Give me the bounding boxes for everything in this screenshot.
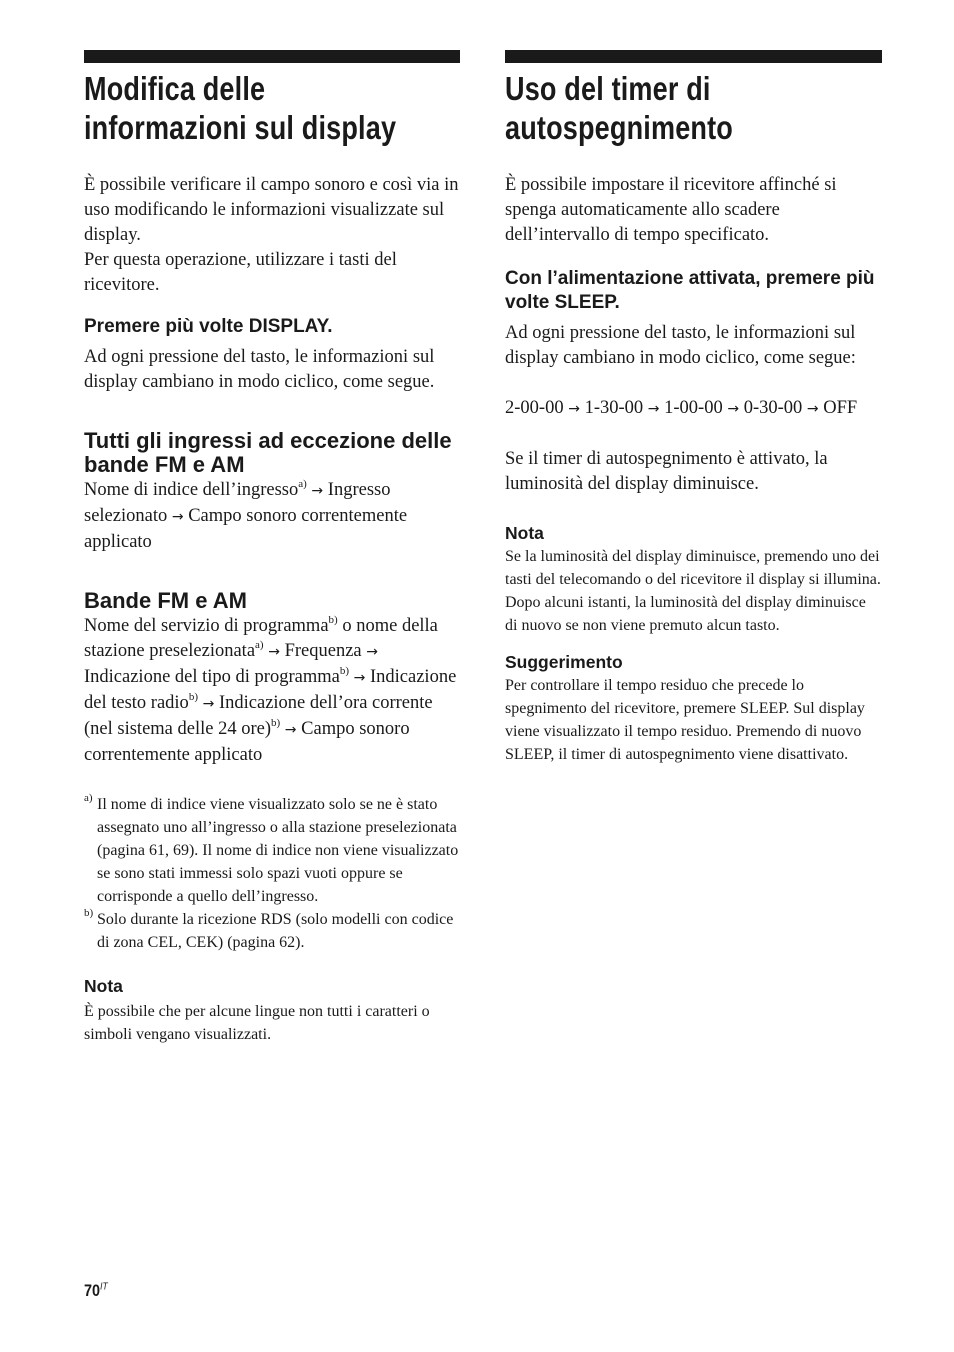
arrow-icon: → [366,644,378,660]
section-rule [84,50,460,63]
step-body: Ad ogni pressione del tasto, le informazioni sul display cambiano in modo ciclico, come segue. [84,347,435,392]
intro-paragraph: È possibile impostare il ricevitore affinché si spenga automaticamente allo scadere dell’intervallo di tempo specificato. [505,175,837,245]
footnote-b: b) Solo durante la ricezione RDS (solo modelli con codice di zona CEL, CEK) (pagina 62). [84,907,454,951]
note-label: Nota [505,523,544,543]
after-paragraph: Se il timer di autospegnimento è attivato, la luminosità del display diminuisce. [505,449,828,494]
page-title-left: Modifica delle informazioni sul display [84,70,397,146]
section-rule [505,50,882,63]
tip-label: Suggerimento [505,652,623,672]
footnote-a: a) Il nome di indice viene visualizzato solo se ne è stato assegnato uno all’ingresso o alla stazione preselezionata (pagina 61, 69). Il nome di indice non viene visualizzato se sono stati immessi solo spazi vuoti oppure se corrisponde a quello dell’ingresso. [84,792,459,905]
page-number: $70^{IT}$ [84,1281,108,1300]
step-heading: Premere più volte DISPLAY. [84,316,333,337]
sleep-sequence: 2-00-00 → 1-30-00 → 1-00-00 → 0-30-00 → OFF [505,398,858,418]
right-column [505,50,882,766]
intro-paragraph-2: Per questa operazione, utilizzare i tasti del ricevitore. [84,250,397,295]
note-label: Nota [84,976,123,996]
arrow-icon: → [268,644,280,660]
section-heading-fm-am: Bande FM e AM [84,588,247,613]
all-inputs-sequence: Nome di indice dell’ingresso$^{a)}$ → Ingresso selezionato → Campo sonoro correntemente applicato [84,477,408,552]
left-column [84,50,460,1046]
arrow-icon: → [727,401,740,417]
arrow-icon: → [284,722,297,738]
arrow-icon: → [568,401,580,417]
arrow-icon: → [353,670,366,686]
step-heading: Con l’alimentazione attivata, premere più volte SLEEP. [505,268,875,313]
page-title-right: Uso del timer di autospegnimento [505,70,733,146]
section-heading-all-inputs: Tutti gli ingressi ad eccezione delle bande FM e AM [84,428,452,477]
tip-text: Per controllare il tempo residuo che precede lo spegnimento del ricevitore, premere SLEEP. Sul display viene visualizzato il tempo residuo. Premendo di nuovo SLEEP, il timer di autospegnimento viene disattivato. [505,677,865,763]
arrow-icon: → [647,401,660,417]
fm-am-sequence: Nome del servizio di programma$^{b)}$ o nome della stazione preselezionata$^{a)}$ → Frequenza → Indicazione del tipo di programma$^{b)}$ → Indicazione del testo radio$^{b)}$ → Indicazione dell’ora corrente (nel sistema delle 24 ore)$^{b)}$ → Campo sonoro correntemente applicato [84,613,457,765]
arrow-icon: → [806,401,819,417]
note-text: Se la luminosità del display diminuisce, premendo uno dei tasti del telecomando o del ricevitore il display si illumina. Dopo alcuni istanti, la luminosità del display diminuisce di nuovo se non viene premuto alcun tasto. [505,548,881,634]
arrow-icon: → [202,696,215,712]
arrow-icon: → [171,509,184,525]
note-text: È possibile che per alcune lingue non tutti i caratteri o simboli vengano visualizzati. [84,1003,430,1043]
intro-paragraph: È possibile verificare il campo sonoro e così via in uso modificando le informazioni visualizzate sul display. [84,175,459,245]
arrow-icon: → [311,483,324,499]
step-body: Ad ogni pressione del tasto, le informazioni sul display cambiano in modo ciclico, come segue: [505,323,856,368]
